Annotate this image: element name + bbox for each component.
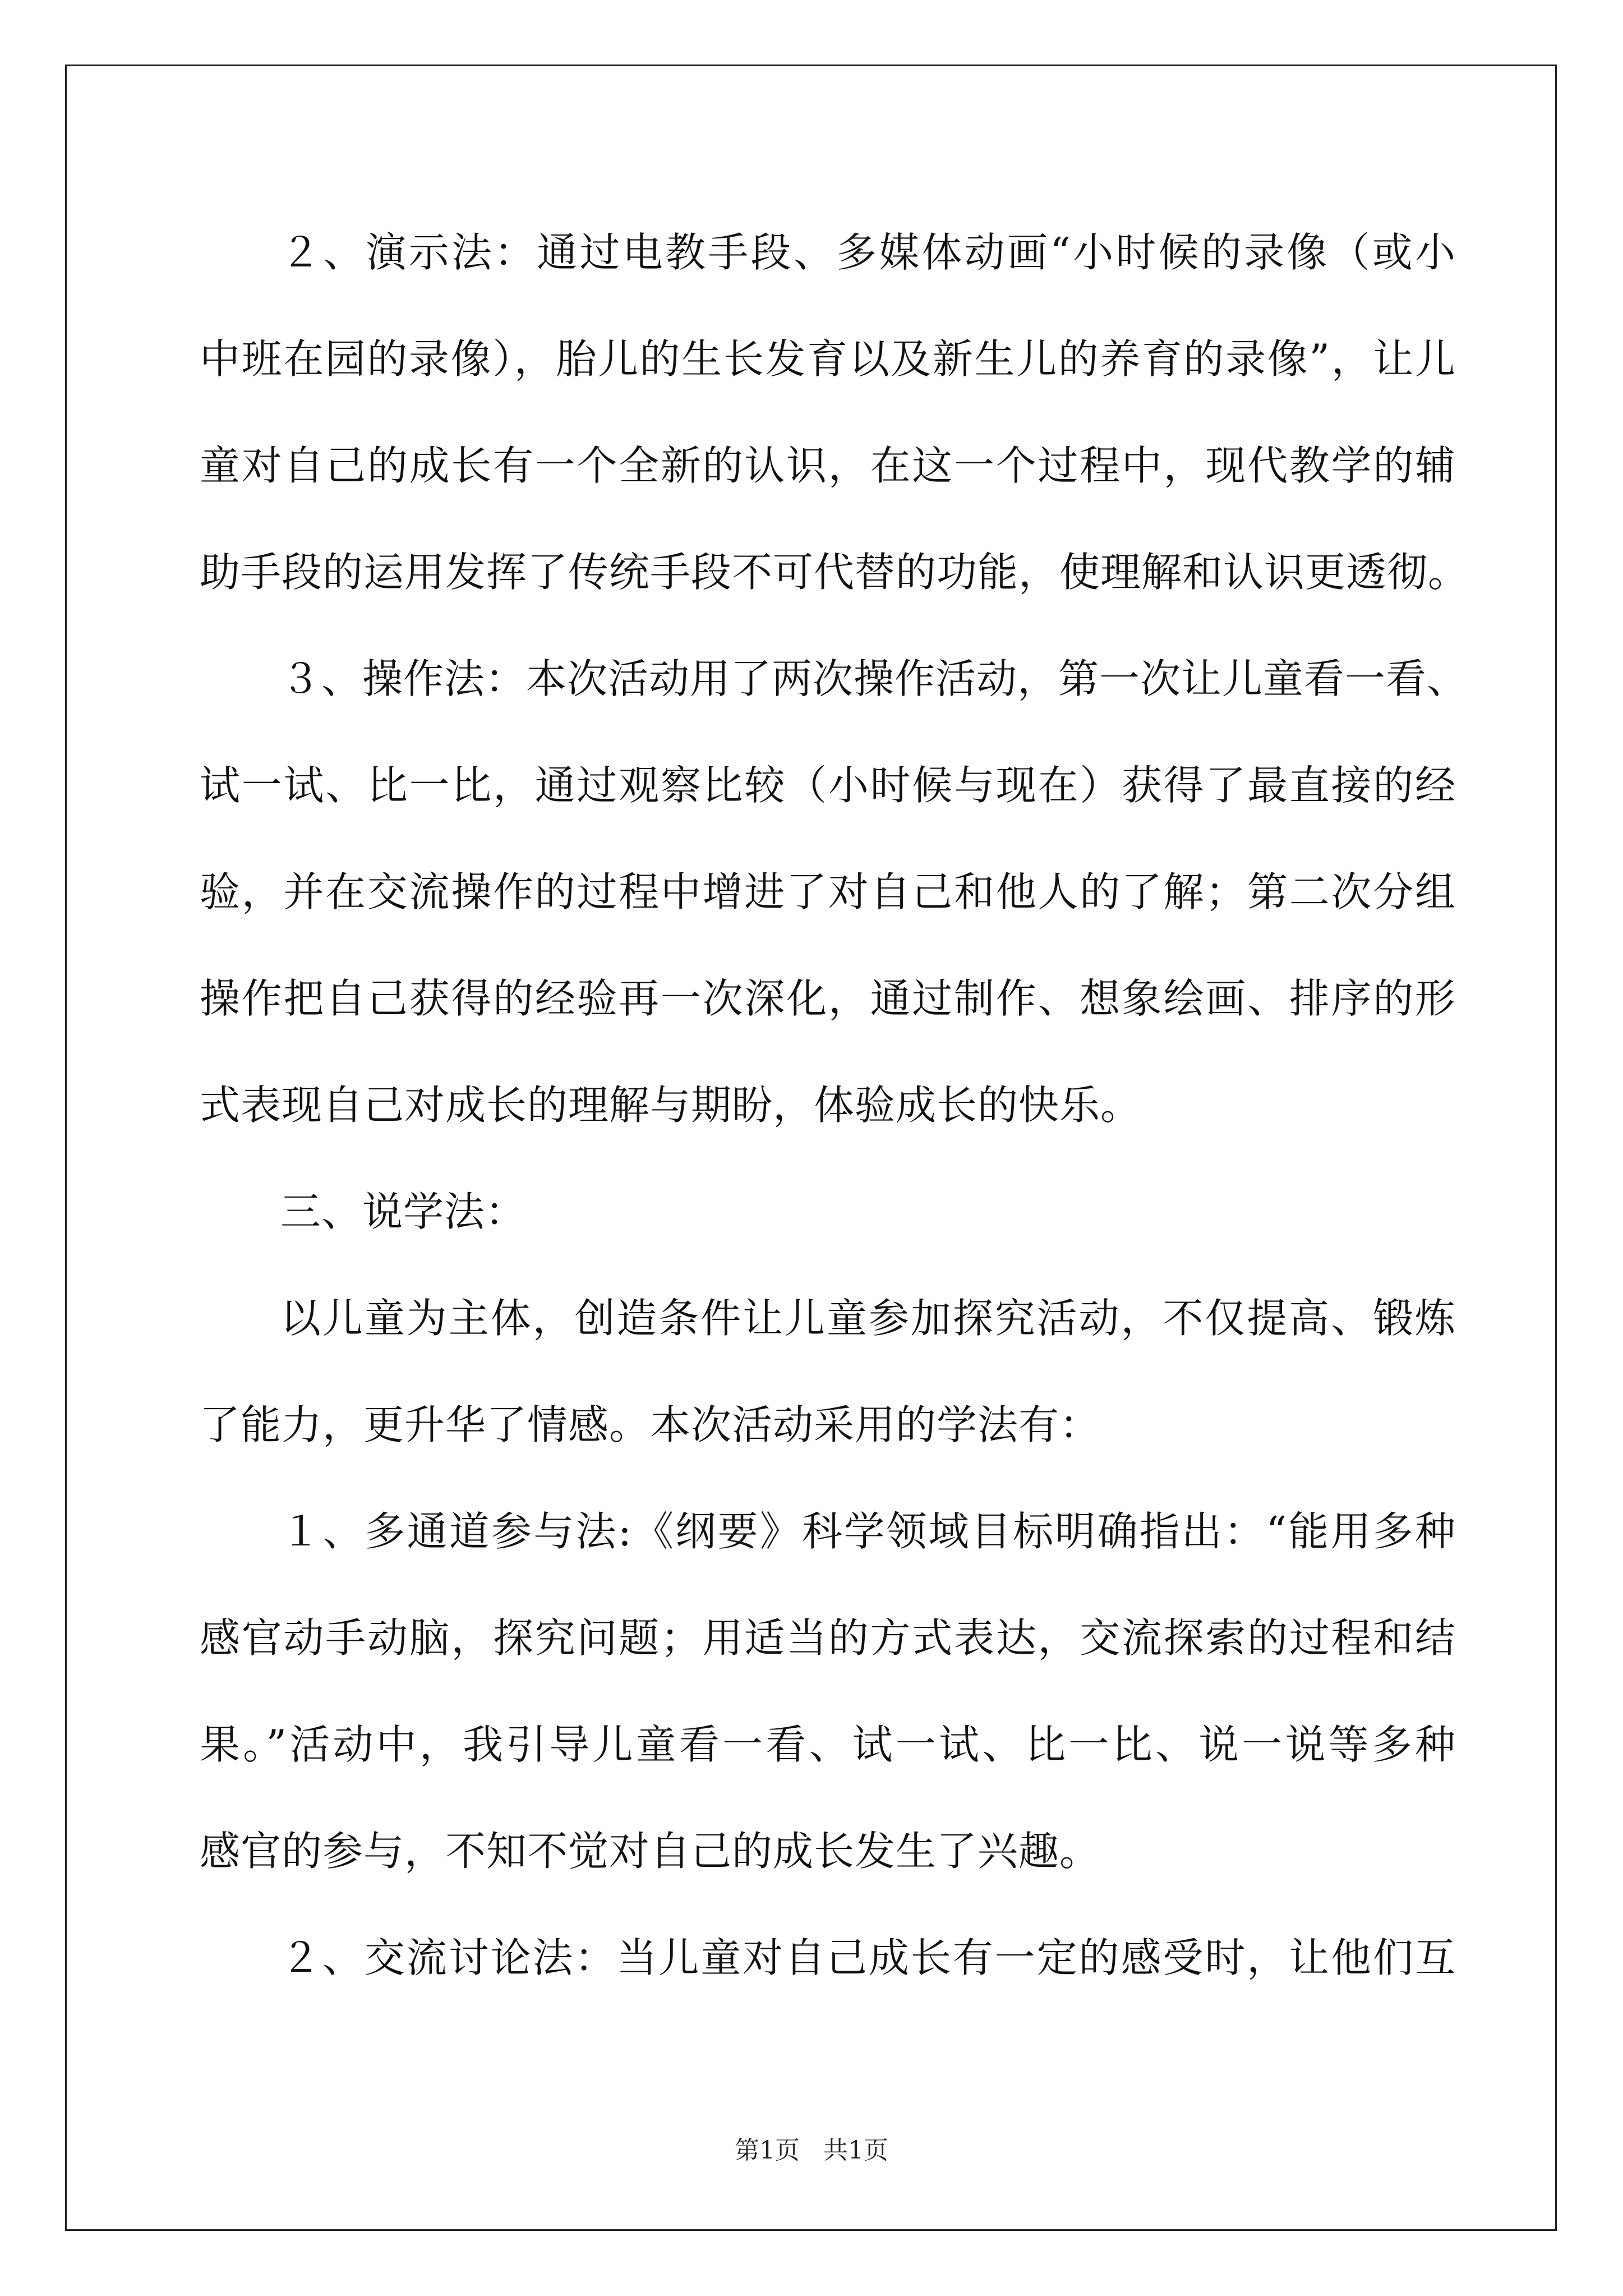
page-number-footer: 第1页 共1页	[735, 2136, 888, 2165]
text-line: ２、演示法：通过电教手段、多媒体动画“小时候的录像（或小	[280, 229, 1456, 276]
text-line: 式表现自己对成长的理解与期盼，体验成长的快乐。	[200, 1082, 1142, 1129]
text-line: 果。”活动中，我引导儿童看一看、试一试、比一比、说一说等多种	[200, 1721, 1456, 1768]
text-line: 以儿童为主体，创造条件让儿童参加探究活动，不仅提高、锻炼	[280, 1295, 1456, 1342]
text-line: 验，并在交流操作的过程中增进了对自己和他人的了解；第二次分组	[200, 868, 1456, 915]
text-line: 感官的参与，不知不觉对自己的成长发生了兴趣。	[200, 1828, 1101, 1875]
text-line: 中班在园的录像），胎儿的生长发育以及新生儿的养育的录像”，让儿	[200, 335, 1456, 383]
text-line: 童对自己的成长有一个全新的认识，在这一个过程中，现代教学的辅	[200, 442, 1456, 489]
text-line: ３、操作法：本次活动用了两次操作活动，第一次让儿童看一看、	[280, 655, 1468, 702]
text-line: 试一试、比一比，通过观察比较（小时候与现在）获得了最直接的经	[200, 762, 1456, 809]
text-line: 了能力，更升华了情感。本次活动采用的学法有：	[200, 1401, 1101, 1448]
page-border	[65, 65, 1557, 2231]
text-line: 助手段的运用发挥了传统手段不可代替的功能，使理解和认识更透彻。	[200, 549, 1469, 596]
text-line: １、多通道参与法:《纲要》科学领域目标明确指出：“能用多种	[280, 1508, 1456, 1555]
text-line: ２、交流讨论法：当儿童对自己成长有一定的感受时，让他们互	[280, 1934, 1456, 1981]
section-heading: 三、说学法：	[280, 1188, 527, 1235]
text-line: 操作把自己获得的经验再一次深化，通过制作、想象绘画、排序的形	[200, 975, 1456, 1022]
text-line: 感官动手动脑，探究问题；用适当的方式表达，交流探索的过程和结	[200, 1614, 1456, 1662]
